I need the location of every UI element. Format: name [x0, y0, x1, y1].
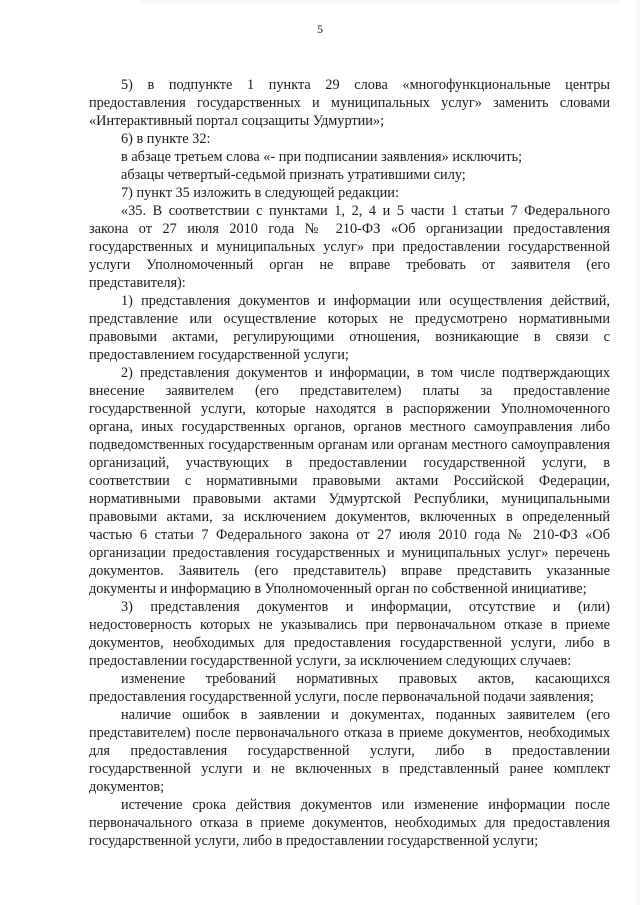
paragraph-abzacy-4-7: абзацы четвертый-седьмой признать утратившими силу;	[121, 167, 466, 183]
page-number: 5	[317, 22, 323, 36]
paragraph-clause-35-2: 2) представления документов и информации, в том числе подтверждающих внесение заявителем (его представителем) платы за предоставление государственной услуги, которые находятся в распоряжении Уполномоченного органа, иных государственных органов, органов местного самоуправления либо подведомственных государственным органам или органам местного самоуправления организаций, участвующих в предоставлении государственной услуги, в соответствии с нормативными правовыми актами Российской Федерации, нормативными правовыми актами Удмуртской Республики, муниципальными правовыми актами, за исключением документов, включенных в определенный частью 6 статьи 7 Федерального закона от 27 июля 2010 года № 210-ФЗ «Об организации предоставления государственных и муниципальных услуг» перечень документов. Заявитель (его представитель) вправе представить указанные документы и информацию в Уполномоченный орган по собственной инициативе;	[89, 365, 610, 597]
paragraph-case-requirements-change: изменение требований нормативных правовых актов, касающихся предоставления государственной услуги, после первоначальной подачи заявления;	[89, 671, 610, 705]
paragraph-case-errors: наличие ошибок в заявлении и документах, поданных заявителем (его представителем) после первоначального отказа в приеме документов, необходимых для предоставления государственной услуги, либо в предоставлении государственной услуги и не включенных в представленный ранее комплект документов;	[89, 707, 610, 795]
paragraph-case-expiry: истечение срока действия документов или изменение информации после первоначального отказа в приеме документов, необходимых для предоставления государственной услуги, либо в предоставлении государственной услуги;	[89, 797, 610, 849]
scan-shadow-top	[140, 0, 620, 6]
paragraph-clause-35-3: 3) представления документов и информации, отсутствие и (или) недостоверность которых не указывались при первоначальном отказе в приеме документов, необходимых для предоставления государственной услуги, либо в предоставлении государственной услуги, за исключением следующих случаев:	[89, 599, 610, 669]
paragraph-item-6: 6) в пункте 32:	[121, 131, 211, 147]
paragraph-item-5: 5) в подпункте 1 пункта 29 слова «многофункциональные центры предоставления государственных и муниципальных услуг» заменить словами «Интерактивный портал соцзащиты Удмуртии»;	[89, 77, 610, 129]
paragraph-clause-35-1: 1) представления документов и информации или осуществления действий, представление или осуществление которых не предусмотрено нормативными правовыми актами, регулирующими отношения, возникающие в связи с предоставлением государственной услуги;	[89, 293, 610, 363]
document-body	[89, 76, 610, 850]
paragraph-abzac-3: в абзаце третьем слова «- при подписании заявления» исключить;	[121, 149, 523, 165]
scan-shadow-right	[634, 0, 640, 905]
paragraph-item-7: 7) пункт 35 изложить в следующей редакции:	[121, 185, 399, 201]
paragraph-clause-35: «35. В соответствии с пунктами 1, 2, 4 и 5 части 1 статьи 7 Федерального закона от 27 июля 2010 года № 210-ФЗ «Об организации предоставления государственных и муниципальных услуг» при предоставлении государственной услуги Уполномоченный орган не вправе требовать от заявителя (его представителя):	[89, 203, 610, 291]
